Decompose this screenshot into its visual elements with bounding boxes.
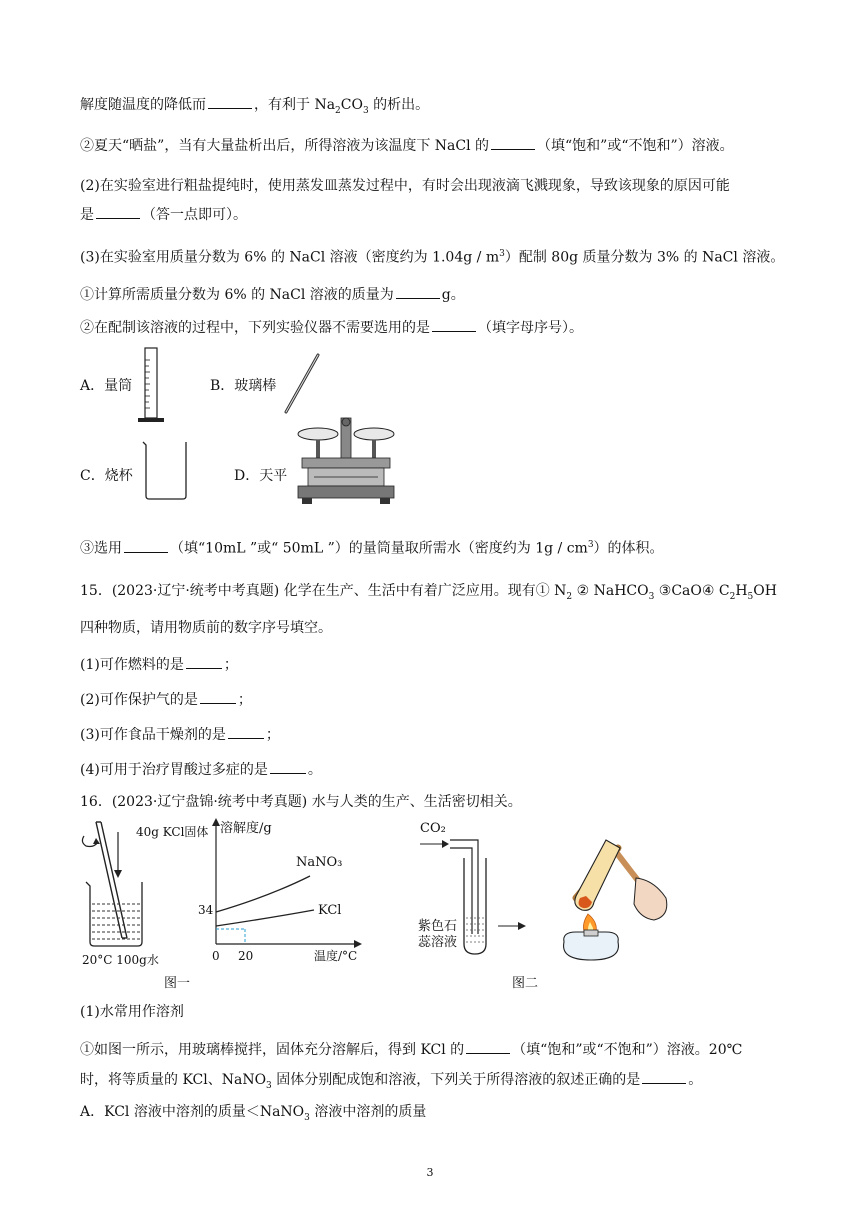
figure-2-heating-diagram	[536, 818, 676, 968]
kcl-solid-label: 40g KCl固体	[136, 825, 208, 839]
text-line: 是 （答一点即可）。	[80, 203, 247, 225]
page-number: 3	[426, 1166, 434, 1179]
text-line: (2)在实验室进行粗盐提纯时，使用蒸发皿蒸发过程中，有时会出现液滴飞溅现象，导致该现象的原因可能	[80, 178, 730, 194]
answer-blank[interactable]	[396, 283, 440, 299]
sub-question: (2)可作保护气的是 ；	[80, 688, 252, 710]
sub-question: (4)可用于治疗胃酸过多症的是 。	[80, 758, 322, 780]
text-line: 时，将等质量的 KCl、NaNO$_3$ 固体分别配成饱和溶液，下列关于所得溶液的叙述正确的是 。	[80, 1068, 702, 1096]
beaker-icon	[140, 438, 190, 502]
option-a-label: A．量筒	[80, 378, 133, 394]
graduated-cylinder-icon	[136, 346, 166, 426]
glass-rod-icon	[282, 352, 322, 416]
answer-blank[interactable]	[270, 758, 306, 774]
text-line: ①计算所需质量分数为 6% 的 NaCl 溶液的质量为 g。	[80, 283, 465, 305]
question-15: 15．(2023·辽宁·统考中考真题) 化学在生产、生活中有着广泛应用。现有① $N_2$ ② NaHCO$_3$ ③CaO④ $C_2H_5OH$	[80, 583, 777, 602]
water-label: 20°C 100g水	[82, 953, 159, 967]
tick-0: 0	[212, 949, 220, 963]
kcl-label: KCl	[318, 903, 342, 918]
nano3-label: NaNO₃	[296, 855, 343, 870]
solubility-curve-chart	[190, 814, 370, 974]
figure-2-test-tube-diagram	[414, 818, 534, 968]
option-c-label: C．烧杯	[80, 468, 133, 484]
answer-blank[interactable]	[642, 1068, 686, 1084]
answer-blank[interactable]	[200, 688, 236, 704]
text-line: ①如图一所示，用玻璃棒搅拌，固体充分溶解后，得到 KCl 的 （填“饱和”或“不饱和”）溶液。20℃	[80, 1038, 742, 1060]
text-line: ②夏天“晒盐”，当有大量盐析出后，所得溶液为该温度下 NaCl 的 （填“饱和”或“不饱和”）溶液。	[80, 134, 734, 156]
x-axis-label: 温度/°C	[314, 949, 358, 963]
litmus-label-line1: 紫色石	[418, 919, 458, 934]
option-a: A．KCl 溶液中溶剂的质量＜NaNO$_3$ 溶液中溶剂的质量	[80, 1104, 427, 1123]
sub-question: (3)可作食品干燥剂的是 ；	[80, 723, 280, 745]
tick-34: 34	[198, 903, 214, 917]
answer-blank[interactable]	[491, 134, 535, 150]
answer-blank[interactable]	[432, 316, 476, 332]
sub-question: (1)可作燃料的是 ；	[80, 653, 238, 675]
tick-20: 20	[238, 949, 254, 963]
text-line: ②在配制该溶液的过程中，下列实验仪器不需要选用的是 （填字母序号）。	[80, 316, 583, 338]
text-line: 四种物质，请用物质前的数字序号填空。	[80, 620, 332, 636]
co2-label: CO₂	[420, 821, 446, 836]
litmus-label-line2: 蕊溶液	[418, 935, 458, 950]
answer-blank[interactable]	[228, 723, 264, 739]
answer-blank[interactable]	[124, 537, 168, 553]
answer-blank[interactable]	[208, 93, 252, 109]
y-axis-label: 溶解度/g	[220, 821, 272, 836]
answer-blank[interactable]	[186, 653, 222, 669]
answer-blank[interactable]	[466, 1038, 510, 1054]
balance-scale-icon	[294, 414, 398, 510]
option-d-label: D．天平	[234, 468, 288, 484]
figure-1-caption: 图一	[164, 976, 191, 991]
text-line: (1)水常用作溶剂	[80, 1004, 184, 1020]
nano3-curve	[216, 876, 310, 912]
kcl-curve	[216, 910, 314, 926]
question-16: 16．(2023·辽宁盘锦·统考中考真题) 水与人类的生产、生活密切相关。	[80, 794, 522, 810]
option-b-label: B．玻璃棒	[210, 378, 277, 394]
text-line: 解度随温度的降低而 ，有利于 $Na_2CO_3$ 的析出。	[80, 93, 429, 121]
answer-blank[interactable]	[96, 203, 140, 219]
text-line: ③选用 （填“10mL ”或“ 50mL ”）的量筒量取所需水（密度约为 $1g / cm^3$）的体积。	[80, 535, 664, 559]
figure-1-beaker-diagram	[78, 814, 208, 974]
text-line: (3)在实验室用质量分数为 6% 的 NaCl 溶液（密度约为 $1.04g / m^3$）配制 80g 质量分数为 3% 的 NaCl 溶液。	[80, 249, 785, 266]
figure-2-caption: 图二	[512, 976, 539, 991]
